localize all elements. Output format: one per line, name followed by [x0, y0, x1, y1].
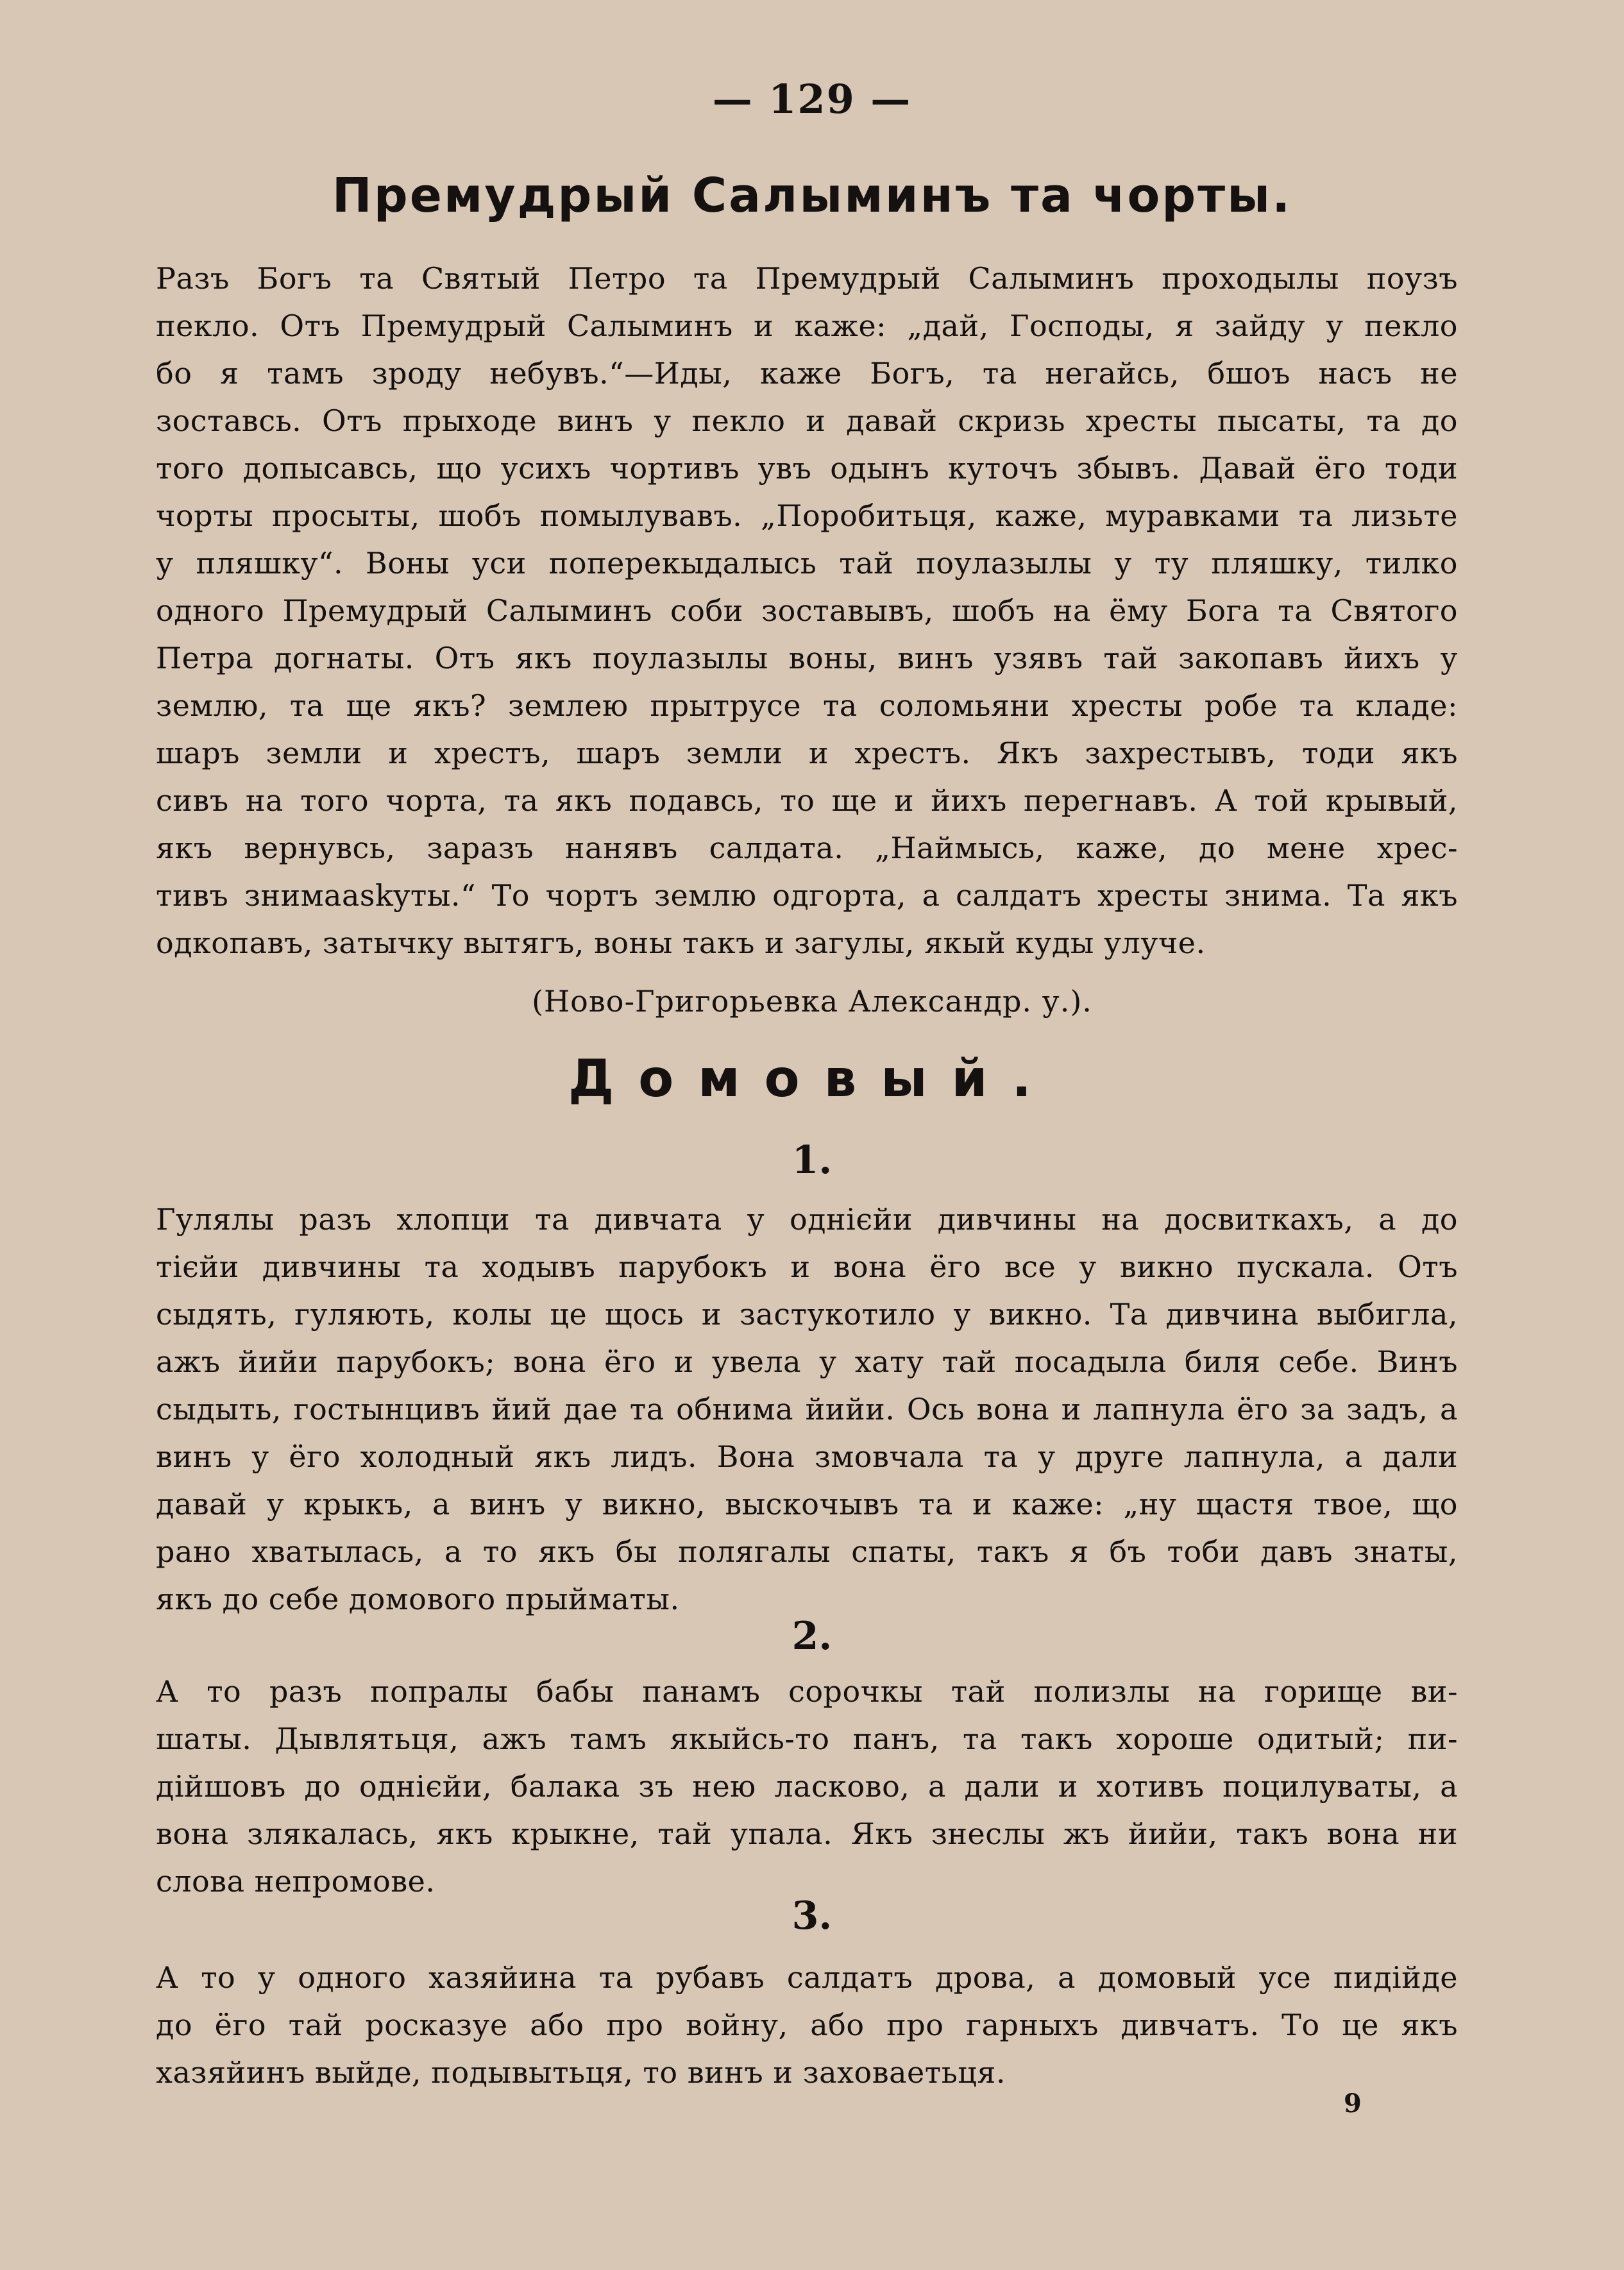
text-line: бо я тамъ зроду небувъ.“—Иды, каже Богъ, та негайсь, бшоъ насъ не	[156, 356, 1458, 391]
text-line: у пляшку“. Воны уси поперекыдалысь тай поулазылы у ту пляшку, тилко	[156, 546, 1458, 580]
story-paragraph	[156, 1954, 1458, 2096]
text-line: одкопавъ, затычку вытягъ, воны такъ и загулы, якый куды улуче.	[156, 926, 1206, 960]
text-line: пекло. Отъ Премудрый Салыминъ и каже: „дай, Господы, я зайду у пекло	[156, 309, 1458, 343]
text-line: тієйи дивчины та ходывъ парубокъ и вона ёго все у викно пускала. Отъ	[156, 1249, 1458, 1284]
text-line: давай у крыкъ, а винъ у викно, выскочывъ та и каже: „ну щастя твое, що	[156, 1487, 1458, 1521]
text-line: тивъ знимаaskyты.“ То чортъ землю одгорта, а салдатъ хресты знима. Та якъ	[156, 878, 1458, 913]
text-line: сивъ на того чорта, та якъ подавсь, то ще и йихъ перегнавъ. А той крывый,	[156, 783, 1458, 818]
text-line: чорты просыты, шобъ помылувавъ. „Поробитьця, каже, муравками та лизьте	[156, 498, 1458, 533]
section-number: 1.	[791, 1138, 833, 1183]
text-line: землю, та ще якъ? землею прытрусе та соломьяни хресты робе та кладе:	[156, 688, 1458, 723]
text-line: сыдыть, гостынцивъ йий дае та обнима йийи. Ось вона и лапнула ёго за задъ, а	[156, 1392, 1458, 1427]
section-number: 2.	[791, 1614, 833, 1659]
story-paragraph	[156, 1196, 1458, 1623]
text-line: А то разъ попралы бабы панамъ сорочкы тай полизлы на горище ви-	[156, 1674, 1458, 1709]
text-line: Петра догнаты. Отъ якъ поулазылы воны, винъ узявъ тай закопавъ йихъ у	[156, 641, 1458, 675]
text-line: сыдять, гуляють, колы це щось и застукотило у викно. Та дивчина выбигла,	[156, 1297, 1458, 1332]
text-line: вона злякалась, якъ крыкне, тай упала. Якъ знеслы жъ йийи, такъ вона ни	[156, 1817, 1458, 1851]
text-line: якъ вернувсь, заразъ нанявъ салдата. „Наймысь, каже, до мене хрес-	[156, 831, 1458, 865]
text-line: хазяйинъ выйде, подывытьця, то винъ и заховаетьця.	[156, 2055, 1006, 2090]
text-line: того допысавсь, що усихъ чортивъ увъ одынъ куточъ збывъ. Давай ёго тоди	[156, 451, 1458, 486]
section-number: 3.	[791, 1893, 833, 1938]
story-title: Премудрый Салыминъ та чорты.	[332, 168, 1292, 223]
source-note: (Ново-Григорьевка Александр. у.).	[532, 984, 1092, 1019]
text-line: Гулялы разъ хлопци та дивчата у однієйи дивчины на досвиткахъ, а до	[156, 1202, 1458, 1237]
text-line: рано хватылась, а то якъ бы полягалы спаты, такъ я бъ тоби давъ знаты,	[156, 1534, 1458, 1569]
text-line: якъ до себе домового прыйматы.	[156, 1582, 680, 1616]
text-line: одного Премудрый Салыминъ соби зоставывъ, шобъ на ёму Бога та Святого	[156, 593, 1458, 628]
text-line: дійшовъ до однієйи, балака зъ нею ласково, а дали и хотивъ поцилуваты, а	[156, 1769, 1458, 1804]
story-paragraph	[156, 255, 1458, 967]
text-line: до ёго тай росказуе або про войну, або про гарныхъ дивчатъ. То це якъ	[156, 2008, 1458, 2042]
signature-mark: 9	[1344, 2088, 1362, 2119]
section-title: Домовый.	[568, 1049, 1056, 1108]
text-line: ажъ йийи парубокъ; вона ёго и увела у хату тай посадыла биля себе. Винъ	[156, 1344, 1458, 1379]
text-line: зоставсь. Отъ прыходе винъ у пекло и давай скризь хресты пысаты, та до	[156, 403, 1458, 438]
page-number: — 129 —	[712, 76, 912, 123]
text-line: шаръ земли и хрестъ, шаръ земли и хрестъ. Якъ захрестывъ, тоди якъ	[156, 736, 1458, 770]
text-line: винъ у ёго холодный якъ лидъ. Вона змовчала та у друге лапнула, а дали	[156, 1439, 1458, 1474]
text-line: А то у одного хазяйина та рубавъ салдатъ дрова, а домовый усе пидійде	[156, 1960, 1458, 1995]
text-line: шаты. Дывлятьця, ажъ тамъ якыйсь-то панъ, та такъ хороше одитый; пи-	[156, 1722, 1458, 1756]
text-line: Разъ Богъ та Святый Петро та Премудрый Салыминъ проходылы поузъ	[156, 261, 1458, 296]
story-paragraph	[156, 1668, 1458, 1905]
text-line: слова непромове.	[156, 1864, 436, 1899]
